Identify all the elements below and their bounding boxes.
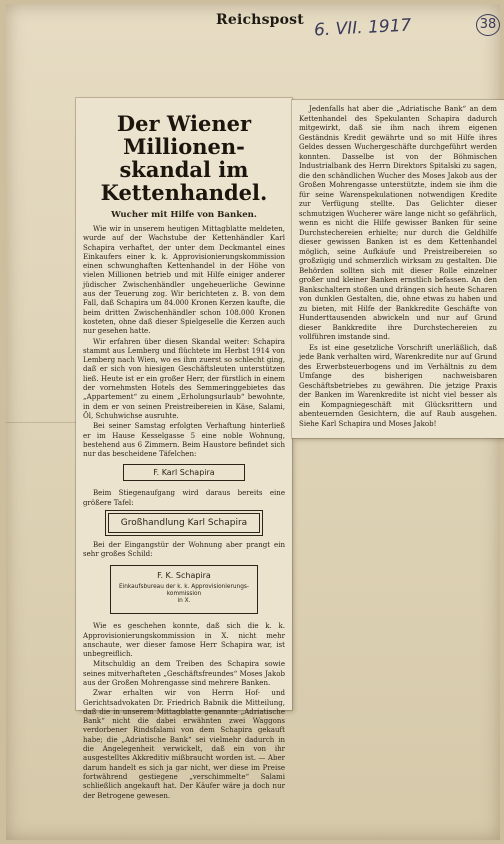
paragraph: Jedenfalls hat aber die „Adriatische Bank“ an dem Kettenhandel des Spekulanten Schapira dadurch mitgewirkt, daß sie ihm nach ihrem eigenen Geständnis Kredit gewährte und so mit Hilfe ihres Geldes dessen Wuchergeschäfte durchgeführt werden konnten. Dasselbe ist von der Böhmischen Industrialbank des Herrn Direktors Spitalski zu sagen, die den schändlichen Wucher des Moses Jakob aus der Großen Mohrengasse unterstützte, indem sie ihm die für seine Warenspekulationen notwendigen Kredite zur Verfügung stellte. Das Gelichter dieser schmutzigen Wucherer wäre lange nicht so gefährlich, wenn es nicht die Hilfe gewisser Banken für seine Durchstechereien erhielte; nur durch die Geldhilfe dieser gewissen Banken ist es dem Kettenhandel möglich, seine Aufkäufe und Preistreibereien so großzügig und schmerzlich wirksam zu gestalten. Die Behörden sollten sich mit dieser Rolle einzelner großer und kleiner Banken ernstlich befassen. An den Bankschaltern stoßen und drängen sich heute Scharen von dunklen Gestalten, die, ohne etwas zu haben und zu bieten, mit Hilfe der Bankkredite Geschäfte von Hunderttausenden abwickeln und nur auf Grund dieser Bankkredite ihre Durchstechereien zu vollführen imstande sind. [299,104,497,341]
door-sign-medium: Großhandlung Karl Schapira [108,513,260,533]
paragraph: Zwar erhalten wir von Herrn Hof- und Gerichtsadvokaten Dr. Friedrich Babnik die Mitteilung, daß die in unserem Mittagblatte genannte „Adriatische Bank“ nicht die dabei erwähnten zwei Waggons verdorbener Rindsfalami von dem Schapira gekauft habe; die „Adriatische Bank“ sei vielmehr dadurch in die Angelegenheit verwickelt, daß ein von ihr ausgestelltes Akkreditiv mißbraucht worden ist. — Aber darum handelt es sich ja gar nicht, wer diese im Preise fortwährend gestiegene „verschimmelte“ Salami schließlich angekauft hat. Der Käufer wäre ja doch nur der Betrogene gewesen. [83,688,285,800]
handwritten-date: 6. VII. 1917 [313,15,412,41]
paragraph: Wie wir in unserem heutigen Mittagblatte meldeten, wurde auf der Wachstube der Kettenhändler Karl Schapira verhaftet, der unter dem Deckmantel eines Einkaufers einer k. k. Approvisionierungskommission einen schwunghaften Kettenhandel in der Höhe von vielen Millionen betrieb und mit Hilfe einiger anderer jüdischer Zwischenhändler ungeheuerliche Gewinne aus der Teuerung zog. Wir berichteten z. B. von dem Fall, daß Schapira um 84.000 Kronen Kerzen kaufte, die beim dritten Zwischenhändler schon 108.000 Kronen kosteten, ohne daß dieser Spielgeselle die Kerzen auch nur gesehen hatte. [83,224,285,336]
newspaper-page [6,4,500,840]
article-right-column [292,100,504,438]
paragraph: Mitschuldig an dem Treiben des Schapira sowie seines mitverhafteten „Geschäftsfreundes“ Moses Jakob aus der Großen Mohrengasse sind mehrere Banken. [83,659,285,687]
headline-line-2: skandal im Kettenhandel. [100,157,268,205]
paragraph: Wie es geschehen konnte, daß sich die k. k. Approvisionierungskommission in X. nicht mehr anschaute, wer dieser famose Herr Schapira war, ist unbegreiflich. [83,621,285,659]
door-sign-small: F. Karl Schapira [123,464,245,481]
paragraph: Bei der Eingangstür der Wohnung aber prangt ein sehr großes Schild: [83,540,285,559]
headline-line-1: Der Wiener Millionen- [116,111,252,159]
article-subheadline: Wucher mit Hilfe von Banken. [111,210,257,220]
sign-line: kommission [166,590,202,597]
newspaper-masthead: Reichspost [216,12,304,28]
paragraph: Es ist eine gesetzliche Vorschrift unerläßlich, daß jede Bank verhalten wird, Warenkredite nur auf Grund des Erwerbsteuerbogens und im Verhältnis zu dem Umfange des bisherigen nachweisbaren Geschäftsbetriebes zu gewähren. Die jetzige Praxis der Banken im Warenkredite ist nicht viel besser als ein Kompagniegeschäft mit Glücksrittern und abenteuernden Gesichtern, die auf Raub ausgehen. Siehe Karl Schapira und Moses Jakob! [299,342,497,428]
sign-title: F. K. Schapira [157,570,211,580]
paragraph: Beim Stiegenaufgang wird daraus bereits eine größere Tafel: [83,488,285,507]
page-number: 38 [476,14,500,36]
sign-line: in X. [177,598,191,605]
sign-line: Einkaufsbureau der k. k. Approvisionierungs- [118,583,249,590]
paragraph: Wir erfahren über diesen Skandal weiter: Schapira stammt aus Lemberg und flüchtete im Herbst 1914 von Lemberg nach Wien, wo es ihm zuerst so schlecht ging, daß er sich von hiesigen Geschäftsleuten unterstützen ließ. Heute ist er ein großer Herr, der fürstlich in einem der vornehmsten Hotels des Semmeringgebietes das „Appartement“ zu einem „Erholungsurlaub“ bewohnte, in dem er von seinen Preistreibereien in Käse, Salami, Öl, Schuhwichse ausruhte. [83,336,285,420]
door-sign-large [110,565,258,615]
article-left-column [76,98,292,800]
paragraph: Bei seiner Samstag erfolgten Verhaftung hinterließ er im Hause Kesselgasse 5 eine noble Wohnung, bestehend aus 6 Zimmern. Beim Haustore befindet sich nur das bescheidene Täfelchen: [83,421,285,459]
article-headline [83,112,285,204]
